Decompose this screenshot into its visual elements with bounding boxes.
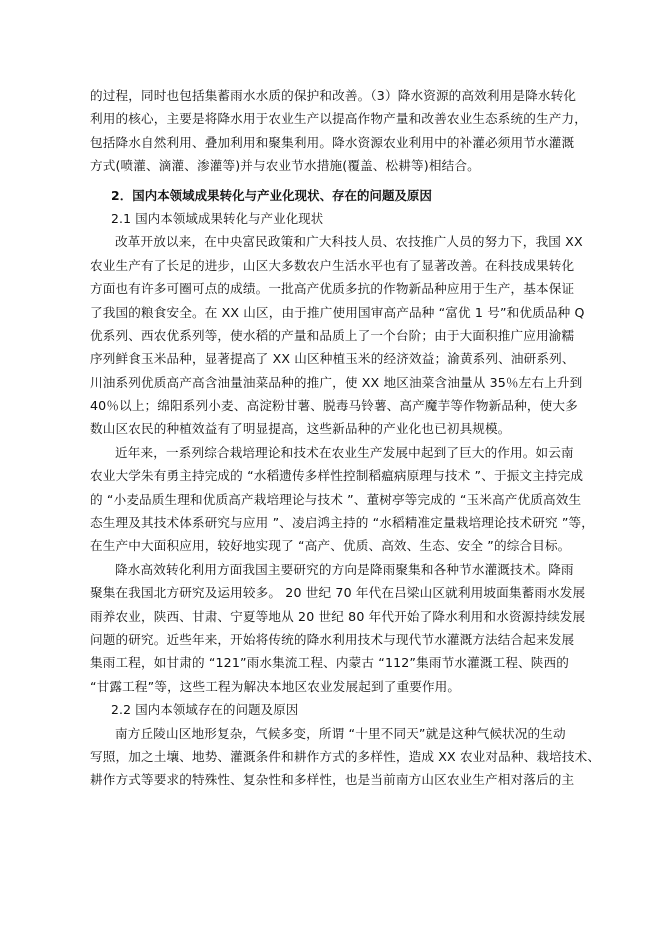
text-line: 优系列、西农优系列等，使水稻的产量和品质上了一个台阶；由于大面积推广应用渝糯: [90, 327, 575, 343]
paragraph-problems: [90, 722, 601, 792]
text-line: 包括降水自然利用、叠加利用和聚集利用。降水资源农业利用中的补灌必须用节水灌溉: [90, 134, 575, 150]
text-line: 降水高效转化利用方面我国主要研究的方向是降雨聚集和各种节水灌溉技术。降雨: [115, 561, 574, 577]
text-line: 问题的研究。近些年来，开始将传统的降水利用技术与现代节水灌溉方法结合起来发展: [90, 631, 575, 647]
text-line: 近年来，一系列综合栽培理论和技术在农业生产发展中起到了巨大的作用。如云南: [115, 444, 574, 460]
text-line: 利用的核心，主要是将降水用于农业生产以提高作物产量和改善农业生态系统的生产力，: [90, 111, 588, 127]
subsection-heading-2-2: 2.2 国内本领域存在的问题及原因: [111, 702, 299, 718]
text-line: 南方丘陵山区地形复杂，气候多变，所谓 “十里不同天”就是这种气候状况的生动: [115, 725, 566, 741]
text-line: 40％以上；绵阳系列小麦、高淀粉甘薯、脱毒马铃薯、高产魔芋等作物新品种，使大多: [90, 398, 578, 414]
text-line: 序列鲜食玉米品种，显著提高了 XX 山区种植玉米的经济效益；渝黄系列、油研系列、: [90, 351, 575, 367]
text-line: 耕作方式等要求的特殊性、复杂性和多样性，也是当前南方山区农业生产相对落后的主: [90, 772, 575, 788]
text-line: 改革开放以来，在中央富民政策和广大科技人员、农技推广人员的努力下，我国 XX: [115, 234, 583, 250]
text-line: 写照，加之土壤、地势、灌溉条件和耕作方式的多样性，造成 XX 农业对品种、栽培技术、: [90, 748, 601, 764]
text-line: 方式(喷灌、滴灌、渗灌等)并与农业节水措施(覆盖、松耕等)相结合。: [90, 158, 480, 174]
section-heading-2: 2．国内本领域成果转化与产业化现状、存在的问题及原因: [111, 187, 432, 203]
text-line: 农业大学朱有勇主持完成的 “水稻遗传多样性控制稻瘟病原理与技术 ”、于振文主持完成: [90, 468, 584, 484]
text-line: 集雨工程，如甘肃的 “121”雨水集流工程、内蒙古 “112”集雨节水灌溉工程、陕西的: [90, 655, 570, 671]
document-body: [90, 84, 601, 792]
text-line: 农业生产有了长足的进步，山区大多数农户生活水平也有了显著改善。在科技成果转化: [90, 257, 575, 273]
paragraph-precipitation-use: [90, 558, 590, 698]
text-line: 川油系列优质高产高含油量油菜品种的推广，使 XX 地区油菜含油量从 35％左右上升到: [90, 374, 583, 390]
text-line: 在生产中大面积应用，较好地实现了 “高产、优质、高效、生态、安全 ”的综合目标。: [90, 538, 571, 554]
paragraph-achievements: [90, 230, 590, 441]
text-line: 数山区农民的种植效益有了明显提高，这些新品种的产业化也已初具规模。: [90, 421, 511, 437]
text-line: 聚集在我国北方研究及运用较多。 20 世纪 70 年代在吕梁山区就利用坡面集蓄雨水发展: [90, 585, 586, 601]
intro-paragraph: [90, 84, 590, 178]
paragraph-cultivation-theory: [90, 441, 595, 558]
subsection-heading-2-1: 2.1 国内本领域成果转化与产业化现状: [111, 210, 324, 226]
text-line: 雨养农业，陕西、甘肃、宁夏等地从 20 世纪 80 年代开始了降水利用和水资源持续发展: [90, 608, 586, 624]
text-line: 了我国的粮食安全。在 XX 山区，由于推广使用国审高产品种 “富优 1 号”和优质品种 Q: [90, 304, 585, 320]
text-line: 方面也有许多可圈可点的成绩。一批高产优质多抗的作物新品种应用于生产，基本保证: [90, 281, 575, 297]
text-line: 的 “小麦品质生理和优质高产栽培理论与技术 ”、董树亭等完成的 “玉米高产优质高效生: [90, 491, 582, 507]
text-line: “甘露工程”等，这些工程为解决本地区农业发展起到了重要作用。: [90, 678, 461, 694]
text-line: 的过程，同时也包括集蓄雨水水质的保护和改善。（3）降水资源的高效利用是降水转化: [90, 88, 577, 103]
text-line: 态生理及其技术体系研究与应用 ”、凌启鸿主持的 “水稻精准定量栽培理论技术研究 ”等，: [90, 515, 595, 531]
